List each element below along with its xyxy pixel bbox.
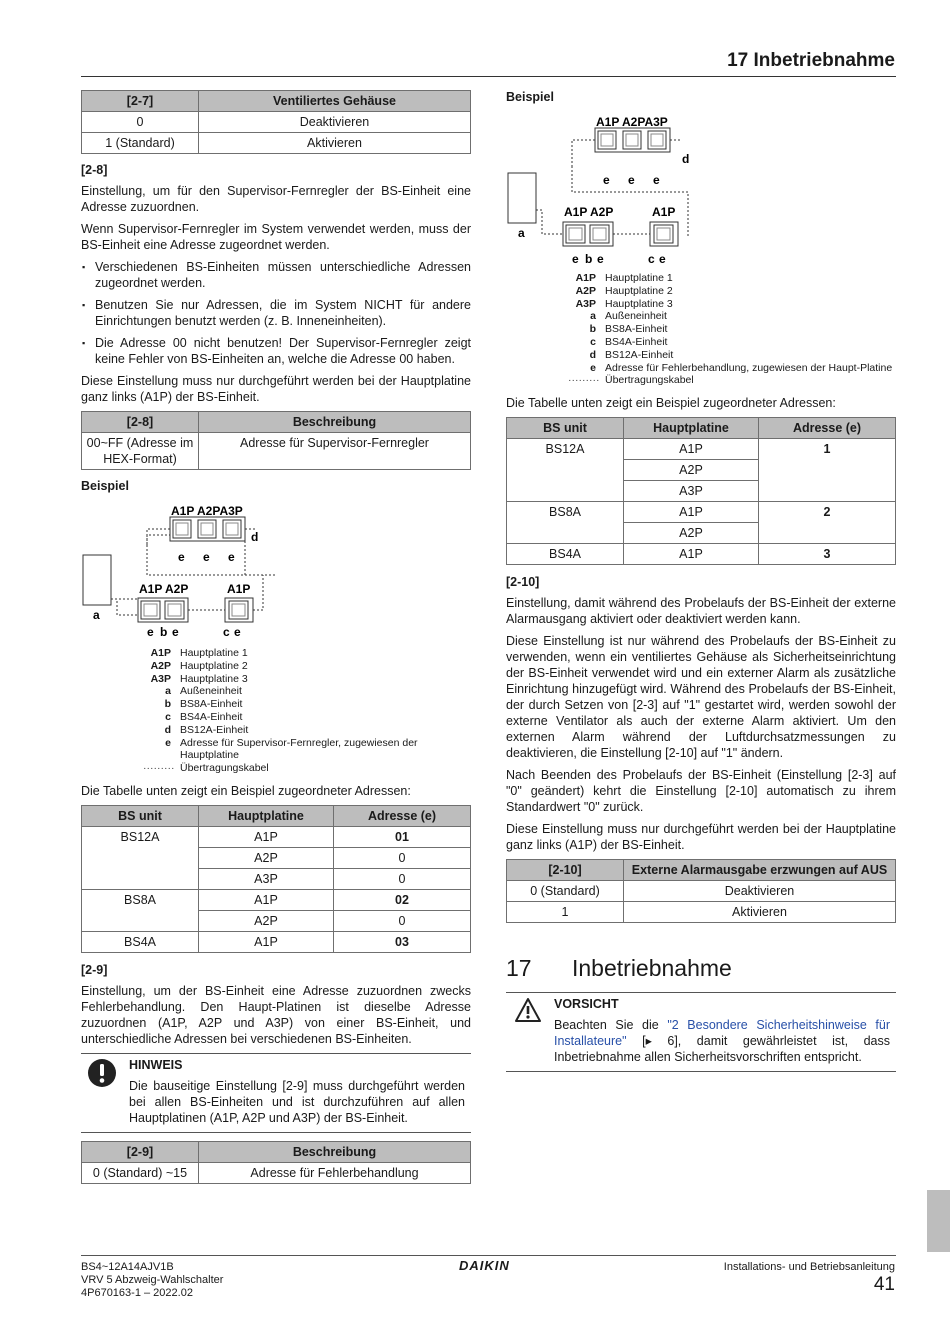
paragraph: Einstellung, um der BS-Einheit eine Adresse zuzuordnen zwecks Fehlerbehandlung. Den Haupt-Platinen ist dieselbe Adresse zuzuordnen (A1P, A2P und A3P) von einer BS-Einheit, und unterschiedliche Adressen bei verschiedenen BS-Einheiten. — [81, 983, 471, 1046]
table-cell: 02 — [334, 889, 471, 910]
table-cell: A1P — [199, 826, 334, 847]
bullet-list — [81, 259, 471, 367]
table-header-cell: Externe Alarmausgabe erzwungen auf AUS — [624, 860, 896, 881]
table-header-cell: [2-9] — [82, 1141, 199, 1162]
table-cell: A2P — [199, 910, 334, 931]
table-2-9 — [81, 1141, 471, 1184]
address-table-left — [81, 805, 471, 953]
table-cell: BS4A — [507, 544, 624, 565]
list-item: ▪ Benutzen Sie nur Adressen, die im System NICHT für andere Einrichtungen benutzt werden (z. B. Inneneinheiten). — [81, 297, 471, 329]
example-label: Beispiel — [81, 479, 129, 493]
diagram-label-bot-left: A1P A2P — [564, 205, 614, 219]
legend-row: A3P Hauptplatine 3 — [575, 297, 673, 310]
diagram-bottom-labels — [506, 252, 806, 266]
table-cell: BS12A — [507, 439, 624, 502]
table-header-cell: BS unit — [507, 418, 624, 439]
legend-row: A2P Hauptplatine 2 — [575, 284, 673, 297]
legend-row: c BS4A-Einheit — [165, 710, 243, 723]
table-row — [507, 502, 896, 523]
address-diagram — [81, 495, 381, 645]
table-row — [82, 889, 471, 910]
chapter-number: 17 — [506, 955, 532, 982]
footer-doc-number: 4P670163-1 – 2022.02 — [81, 1287, 193, 1299]
diagram-legend — [143, 647, 471, 775]
table-header-cell: [2-7] — [82, 91, 199, 112]
table-cell: 00~FF (Adresse im HEX-Format) — [82, 433, 199, 470]
legend-row: d BS12A-Einheit — [589, 348, 674, 361]
table-row — [507, 439, 896, 460]
section-label-2-9: [2-9] — [81, 962, 108, 977]
table-header-cell: Ventiliertes Gehäuse — [199, 91, 471, 112]
table-header-cell: Beschreibung — [199, 412, 471, 433]
table-cell: A1P — [624, 502, 759, 523]
table-header-cell: [2-8] — [82, 412, 199, 433]
table-cell: 03 — [334, 931, 471, 952]
table-row — [82, 931, 471, 952]
table-cell: 0 — [82, 112, 199, 133]
table-cell: Adresse für Fehlerbehandlung — [199, 1162, 471, 1183]
legend-row: A1P Hauptplatine 1 — [575, 272, 673, 284]
diagram-label-e: e — [234, 625, 241, 639]
caution-box — [506, 992, 896, 1072]
table-cell: A1P — [624, 439, 759, 460]
table-cell: Aktivieren — [624, 902, 896, 923]
diagram-label-e: e — [572, 252, 579, 266]
paragraph: Diese Einstellung ist nur während des Probelaufs der BS-Einheit zu verwenden, wenn ein ventiliertes Gehäuse als Sicherheitseinrichtung der BS-Einheit verwendet wird und ein externer Alarm als zusätzliche Einrichtung hinzugefügt wird. Während des Probelaufs der BS-Einheit, der durch Setzen von [2-3] auf "1" gestartet wird, werden sowohl der externe Ventilator als auch der externe Alarm aktiviert. Um den externen Alarm während der Luftdurchsatzmessungen zu deaktivieren, die Einstellung [2-10] auf "1" ändern. — [506, 634, 896, 761]
diagram-label-e: e — [628, 173, 635, 187]
table-cell: 01 — [334, 826, 471, 847]
diagram-label-bot-right: A1P — [652, 205, 676, 219]
diagram-label-e: e — [659, 252, 666, 266]
list-item: ▪ Verschiedenen BS-Einheiten müssen unterschiedliche Adressen zugeordnet werden. — [81, 259, 471, 291]
chapter-tab-marker — [927, 1190, 950, 1252]
table-row — [82, 1162, 471, 1183]
diagram-label-e: e — [172, 625, 179, 639]
table-cell: BS8A — [82, 889, 199, 931]
table-cell: 0 (Standard) — [507, 881, 624, 902]
paragraph: Die Tabelle unten zeigt ein Beispiel zugeordneter Adressen: — [506, 396, 836, 411]
legend-row: A3P Hauptplatine 3 — [150, 672, 248, 685]
section-label-2-10: [2-10] — [506, 575, 540, 590]
table-cell: 1 — [759, 439, 896, 502]
diagram-label-e: e — [203, 550, 210, 564]
table-header-cell: Hauptplatine — [199, 805, 334, 826]
diagram-label-e: e — [178, 550, 185, 564]
table-header-cell: Adresse (e) — [759, 418, 896, 439]
table-cell: 2 — [759, 502, 896, 544]
legend-row: b BS8A-Einheit — [164, 698, 243, 711]
table-cell: Adresse für Supervisor-Fernregler — [199, 433, 471, 470]
diagram-label-d: d — [251, 530, 259, 544]
paragraph: Diese Einstellung muss nur durchgeführt werden bei der Hauptplatine ganz links (A1P) der BS-Einheit. — [506, 822, 896, 853]
table-2-10 — [506, 859, 896, 923]
diagram-label-bot-right: A1P — [227, 582, 251, 596]
safety-instructions-link[interactable]: "2 Besondere Sicherheitshinweise für Installateure" — [554, 1018, 890, 1049]
diagram-label-e: e — [653, 173, 660, 187]
exclamation-icon — [87, 1058, 117, 1088]
diagram-label-c: c — [223, 625, 230, 639]
example-label: Beispiel — [506, 90, 554, 104]
list-item: ▪ Die Adresse 00 nicht benutzen! Der Supervisor-Fernregler zeigt keine Fehler von BS-Einheiten an, welche die Adresse 00 haben. — [81, 335, 471, 367]
table-cell: Aktivieren — [199, 133, 471, 154]
table-cell: 0 (Standard) ~15 — [82, 1162, 199, 1183]
note-heading: HINWEIS — [129, 1057, 183, 1072]
table-cell: 0 — [334, 910, 471, 931]
table-cell: A1P — [199, 931, 334, 952]
diagram-label-e: e — [603, 173, 610, 187]
chapter-title: Inbetriebnahme — [572, 955, 732, 982]
left-column — [81, 90, 471, 1184]
page-reference[interactable]: ▸ 6 — [645, 1034, 675, 1049]
footer-doc-title: Installations- und Betriebsanleitung — [723, 1261, 895, 1273]
table-header-cell: Beschreibung — [199, 1141, 471, 1162]
table-row — [507, 881, 896, 902]
legend-row: ········· Übertragungskabel — [568, 374, 694, 387]
diagram-label-e: e — [228, 550, 235, 564]
error-address-diagram — [506, 106, 806, 256]
caution-heading: VORSICHT — [554, 997, 619, 1012]
table-cell: A3P — [199, 868, 334, 889]
legend-row: a Außeneinheit — [165, 685, 242, 698]
table-cell: BS8A — [507, 502, 624, 544]
legend-row: A1P Hauptplatine 1 — [150, 647, 248, 659]
diagram-label-e: e — [147, 625, 154, 639]
paragraph: Einstellung, damit während des Probelaufs der BS-Einheit der externe Alarmausgang aktiviert oder deaktiviert werden kann. — [506, 596, 896, 627]
diagram-legend — [568, 272, 896, 387]
right-column — [506, 90, 896, 1078]
diagram-label-a: a — [518, 226, 525, 240]
table-header-cell: Adresse (e) — [334, 805, 471, 826]
footer-product-info — [81, 1261, 223, 1300]
header-rule — [81, 76, 896, 77]
table-cell: BS4A — [82, 931, 199, 952]
table-cell: 0 — [334, 868, 471, 889]
diagram-label-b: b — [160, 625, 168, 639]
table-row — [507, 902, 896, 923]
table-cell: 0 — [334, 847, 471, 868]
table-header-cell: Hauptplatine — [624, 418, 759, 439]
table-cell: A2P — [624, 460, 759, 481]
legend-row: c BS4A-Einheit — [590, 335, 668, 348]
legend-row: ········· Übertragungskabel — [143, 762, 269, 775]
table-row — [507, 544, 896, 565]
page-header-title: 17 Inbetriebnahme — [727, 50, 895, 71]
table-row — [82, 112, 471, 133]
paragraph: Nach Beenden des Probelaufs der BS-Einheit (Einstellung [2-3] auf "0" geändert) kehrt die Einstellung [2-10] automatisch zu ihrem Standardwert "0" zurück. — [506, 768, 896, 815]
legend-row: e Adresse für Fehlerbehandlung, zugewiesen der Haupt-Platine — [590, 361, 893, 374]
caution-text: Beachten Sie die "2 Besondere Sicherheitshinweise für Installateure" [▸ 6], damit gewährleistet ist, dass Inbetriebnahme allen Sicherheitsvorschriften entspricht. — [554, 1018, 890, 1065]
table-cell: BS12A — [82, 826, 199, 889]
diagram-label-top: A1P A2PA3P — [596, 115, 668, 129]
table-row — [82, 133, 471, 154]
table-cell: 3 — [759, 544, 896, 565]
table-cell: Deaktivieren — [199, 112, 471, 133]
daikin-logo: DAIKIN — [459, 1258, 510, 1273]
paragraph: Die Tabelle unten zeigt ein Beispiel zugeordneter Adressen: — [81, 783, 411, 798]
footer-product-name: VRV 5 Abzweig-Wahlschalter — [81, 1274, 224, 1286]
table-row — [82, 826, 471, 847]
diagram-label-b: b — [585, 252, 593, 266]
paragraph: Einstellung, um für den Supervisor-Fernregler der BS-Einheit eine Adresse zuzuordnen. — [81, 184, 471, 214]
diagram-label-e: e — [597, 252, 604, 266]
page-number: 41 — [873, 1274, 895, 1295]
footer-model: BS4~12A14AJV1B — [81, 1261, 174, 1273]
table-cell: A2P — [624, 523, 759, 544]
footer-rule — [81, 1255, 896, 1256]
address-table-right — [506, 417, 896, 565]
legend-row: e Adresse für Supervisor-Fernregler, zugewiesen der Hauptplatine — [165, 736, 418, 762]
legend-row: a Außeneinheit — [590, 310, 667, 323]
table-row — [82, 433, 471, 470]
table-cell: Deaktivieren — [624, 881, 896, 902]
table-cell: A1P — [624, 544, 759, 565]
table-cell: 1 — [507, 902, 624, 923]
table-2-8 — [81, 411, 471, 470]
legend-row: d BS12A-Einheit — [164, 723, 249, 736]
note-box — [81, 1053, 471, 1133]
table-header-cell: [2-10] — [507, 860, 624, 881]
legend-row: A2P Hauptplatine 2 — [150, 659, 248, 672]
chapter-heading — [506, 955, 896, 982]
diagram-label-a: a — [93, 608, 100, 622]
table-cell: 1 (Standard) — [82, 133, 199, 154]
warning-triangle-icon — [514, 997, 542, 1023]
table-header-cell: BS unit — [82, 805, 199, 826]
paragraph: Diese Einstellung muss nur durchgeführt werden bei der Hauptplatine ganz links (A1P) der BS-Einheit. — [81, 374, 471, 404]
diagram-label-top: A1P A2PA3P — [171, 504, 243, 518]
table-cell: A2P — [199, 847, 334, 868]
note-text: Die bauseitige Einstellung [2-9] muss durchgeführt werden bei allen BS-Einheiten und ist durchzuführen auf allen Hauptplatinen (A1P, A2P und A3P) der BS-Einheit. — [129, 1078, 465, 1125]
table-cell: A3P — [624, 481, 759, 502]
diagram-label-bot-left: A1P A2P — [139, 582, 189, 596]
diagram-label-c: c — [648, 252, 655, 266]
paragraph: Wenn Supervisor-Fernregler im System verwendet werden, muss der BS-Einheit eine Adresse zugeordnet werden. — [81, 222, 471, 252]
table-2-7 — [81, 90, 471, 154]
section-label-2-8: [2-8] — [81, 163, 108, 177]
diagram-label-d: d — [682, 152, 690, 166]
legend-row: b BS8A-Einheit — [589, 323, 668, 336]
table-cell: A1P — [199, 889, 334, 910]
